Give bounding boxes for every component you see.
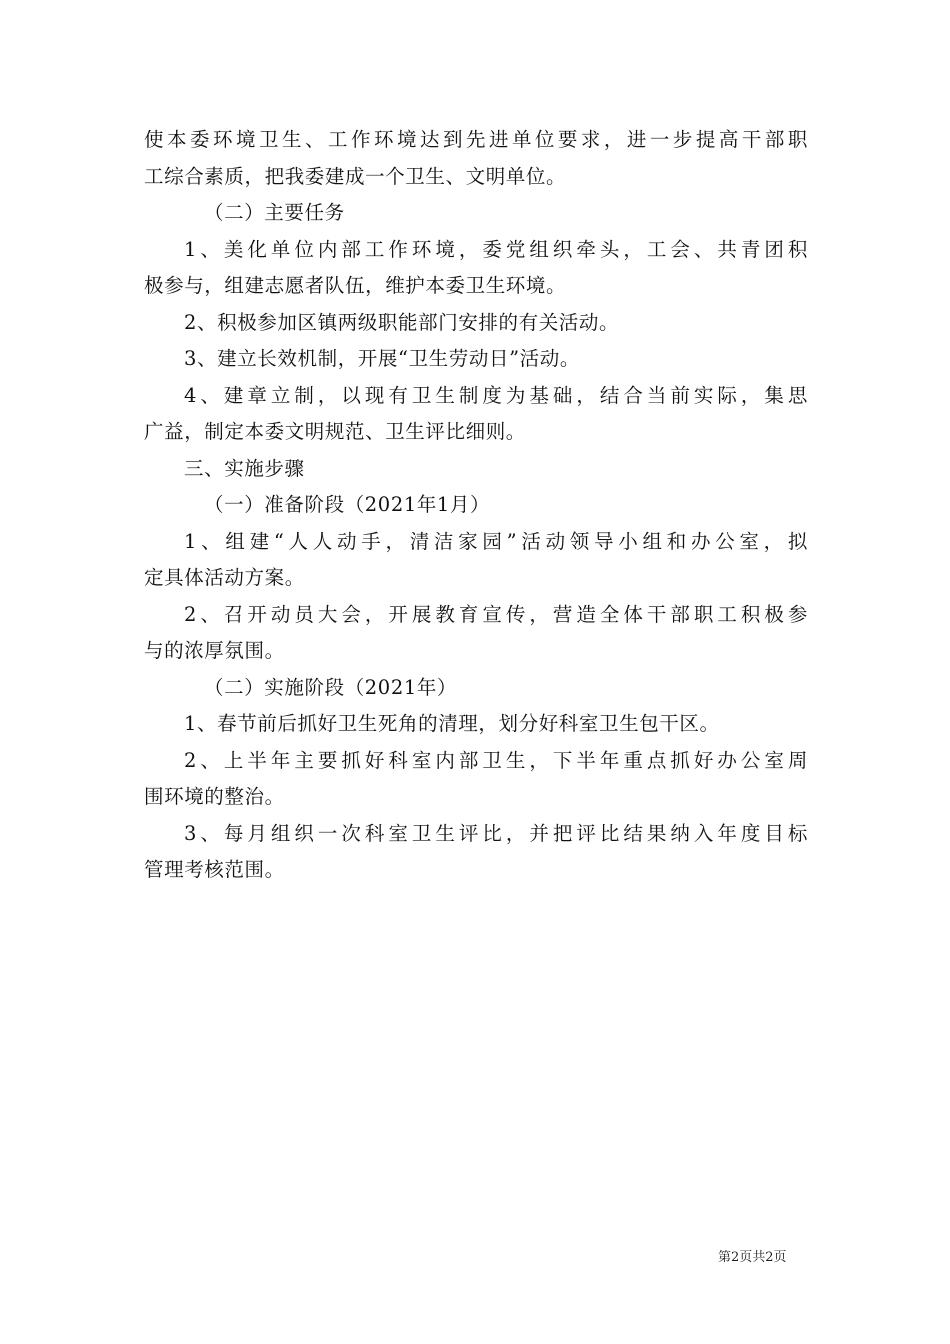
paragraph-line: 1、春节前后抓好卫生死角的清理，划分好科室卫生包干区。	[184, 712, 720, 735]
section-heading: （二）实施阶段（2021年）	[204, 675, 458, 699]
paragraph-line: 围环境的整治。	[144, 785, 285, 808]
paragraph-line: 1、组建“人人动手，清洁家园”活动领导小组和办公室，拟	[184, 529, 808, 553]
page-number: 第2页共2页	[718, 1250, 787, 1265]
paragraph-line: 与的浓厚氛围。	[144, 639, 285, 662]
document-body	[144, 122, 808, 889]
section-heading: （一）准备阶段（2021年1月）	[204, 493, 491, 516]
paragraph-line: 3、建立长效机制，开展“卫生劳动日”活动。	[184, 347, 580, 370]
paragraph-line: 管理考核范围。	[144, 858, 285, 881]
paragraph-line: 定具体活动方案。	[144, 566, 305, 589]
paragraph-line: 广益，制定本委文明规范、卫生评比细则。	[144, 420, 526, 443]
section-heading: （二）主要任务	[204, 201, 345, 224]
paragraph-line: 4、建章立制，以现有卫生制度为基础，结合当前实际，集思	[184, 383, 808, 407]
paragraph-line: 工综合素质，把我委建成一个卫生、文明单位。	[144, 164, 567, 188]
paragraph-line: 2、积极参加区镇两级职能部门安排的有关活动。	[184, 310, 620, 334]
section-heading: 三、实施步骤	[184, 456, 305, 480]
paragraph-line: 2、召开动员大会，开展教育宣传，营造全体干部职工积极参	[184, 602, 808, 626]
paragraph-line: 极参与，组建志愿者队伍，维护本委卫生环境。	[144, 274, 567, 297]
paragraph-line: 使本委环境卫生、工作环境达到先进单位要求，进一步提高干部职	[144, 128, 808, 151]
paragraph-line: 1、美化单位内部工作环境，委党组织牵头，工会、共青团积	[184, 237, 808, 261]
paragraph-line: 3、每月组织一次科室卫生评比，并把评比结果纳入年度目标	[184, 821, 808, 845]
paragraph-line: 2、上半年主要抓好科室内部卫生，下半年重点抓好办公室周	[184, 748, 808, 772]
